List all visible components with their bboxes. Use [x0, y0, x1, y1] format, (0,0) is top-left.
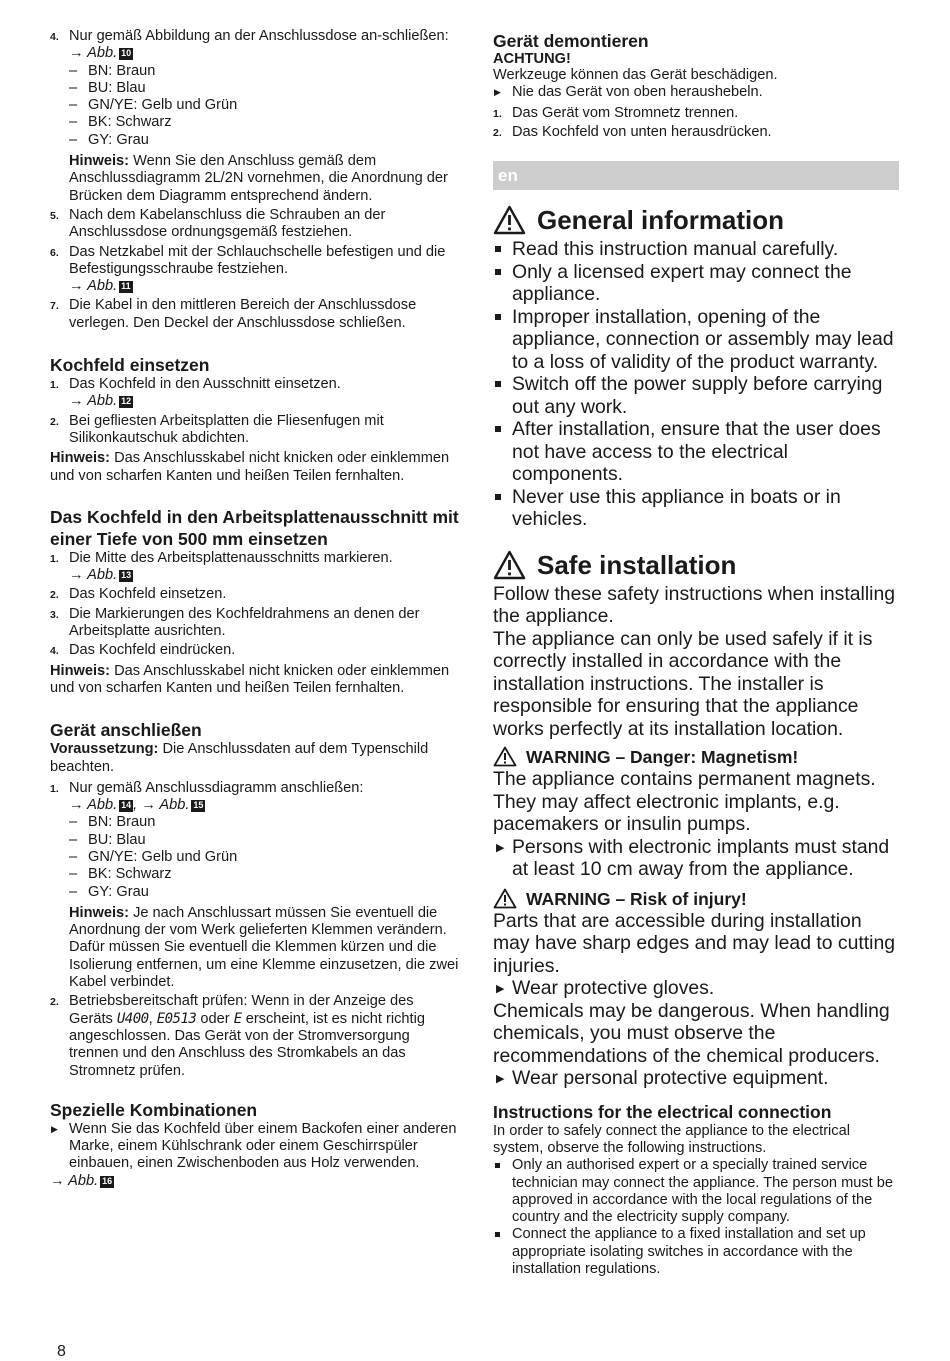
wire-item: – GY: Grau — [69, 131, 149, 148]
heading-general-information: General information — [493, 204, 899, 236]
step-7: 7. Die Kabel in den mittleren Bereich der Anschlussdose verlegen. Den Deckel der Anschlussdose schließen. — [50, 297, 417, 331]
language-bar — [493, 161, 899, 190]
step-3: 3. Die Markierungen des Kochfeldrahmens an denen der Arbeitsplatte ausrichten. — [50, 605, 420, 640]
left-column — [50, 0, 460, 1190]
electrical-intro: In order to safely connect the appliance to the electrical system, observe the following instructions. — [493, 1122, 850, 1156]
step-2: 2. Das Kochfeld einsetzen. — [50, 586, 227, 603]
safe-paragraph-2: The appliance can only be used safely if it is correctly installed in accordance with the installation instructions. The installer is responsible for ensuring that the appliance works perfectly at its installation location. — [493, 627, 873, 740]
action-item: ▶ Wear personal protective equipment. — [496, 1067, 829, 1090]
figure-ref: → Abb. 13 — [69, 567, 132, 584]
warning-triangle-icon — [493, 205, 526, 242]
section-title-kombi: Spezielle Kombinationen — [50, 1099, 258, 1120]
list-item: After installation, ensure that the user does not have access to the electrical components. — [493, 418, 899, 486]
figure-badge: 13 — [121, 570, 132, 581]
language-code: en — [498, 166, 518, 186]
hint: Hinweis: Das Anschlusskabel nicht knicken oder einklemmen und von scharfen Kanten und heißen Teilen fernhalten. — [50, 662, 450, 696]
wire-item: – BK: Schwarz — [69, 866, 172, 883]
figure-badge: 10 — [121, 48, 132, 59]
step-6: 6. Das Netzkabel mit der Schlauchschelle befestigen und die Befestigungsschraube festziehen. → Abb. 11 — [50, 244, 460, 296]
heading-safe-installation: Safe installation — [493, 549, 899, 581]
list-item: Only a licensed expert may connect the appliance. — [493, 261, 899, 306]
warning-magnetism-title: WARNING – Danger: Magnetism! — [493, 746, 899, 768]
list-item: Connect the appliance to a fixed installation and set up appropriate isolating switches in accordance with the installation regulations. — [493, 1226, 899, 1278]
wire-item: – BN: Braun — [69, 814, 156, 831]
step-1: 1. Das Gerät vom Stromnetz trennen. — [493, 104, 739, 121]
list-item: Switch off the power supply before carrying out any work. — [493, 373, 899, 418]
right-column — [493, 0, 899, 1278]
display-code: E0513 — [156, 1010, 197, 1027]
list-item: Never use this appliance in boats or in vehicles. — [493, 486, 899, 531]
action-item: ▶ Persons with electronic implants must stand at least 10 cm away from the appliance. — [496, 835, 890, 881]
prerequisite: Voraussetzung: Die Anschlussdaten auf dem Typenschild beachten. — [50, 741, 429, 775]
hint: Hinweis: Je nach Anschlussart müssen Sie eventuell die Anordnung der vom Werk gelieferten Klemmen verändern. Dafür müssen Sie eventuell die Klemmen kürzen und die Isolierung entfernen, um eine Klemme einzusetzen, die zwei Kabel verbindet. — [69, 904, 459, 991]
display-code: E — [233, 1010, 242, 1027]
hint: Hinweis: Wenn Sie den Anschluss gemäß dem Anschlussdiagramm 2L/2N vornehmen, die Anordnung der Brücken dem Diagramm entsprechend ändern. — [69, 153, 448, 204]
caution-text: Werkzeuge können das Gerät beschädigen. — [493, 67, 778, 83]
figure-badge: 15 — [193, 800, 204, 811]
figure-badge: 16 — [102, 1175, 113, 1186]
step-1: 1. Nur gemäß Anschlussdiagramm anschließen: → Abb. 14 , → Abb. 15 – BN: Braun – BU: Blau – GN/YE: Gelb und Grün – BK: Schwarz – GY: Grau Hinweis: Je nach Anschlussart müssen Sie eventuell die Anordnung der vom Werk gelieferten Klemmen verändern. Dafür müssen Sie eventuell die Klemmen kürzen und die Isolierung entfernen, um eine Klemme einzusetzen, die zwei Kabel verbindet. — [50, 779, 459, 991]
wire-item: – GY: Grau — [69, 883, 149, 900]
wire-item: – BU: Blau — [69, 79, 146, 96]
wire-item: – GN/YE: Gelb und Grün — [69, 97, 238, 114]
step-4-text: Nur gemäß Abbildung an der Anschlussdose an-schließen: — [69, 28, 449, 44]
warning-triangle-icon — [493, 746, 517, 772]
wire-item: – GN/YE: Gelb und Grün — [69, 848, 238, 865]
page-number: 8 — [57, 1343, 66, 1360]
section-title-anschliessen: Gerät anschließen — [50, 720, 202, 741]
section-title-tiefe: Das Kochfeld in den Arbeitsplattenausschnitt mit einer Tiefe von 500 mm einsetzen — [50, 506, 459, 549]
warning-triangle-icon — [493, 888, 517, 914]
action-item: ▶ Wenn Sie das Kochfeld über einem Backofen einer anderen Marke, einem Kühlschrank oder einem Geschirrspüler einbauen, einen Zwischenboden aus Holz verwenden. — [51, 1120, 457, 1172]
display-code: U400 — [116, 1010, 149, 1027]
section-title-electrical: Instructions for the electrical connection — [493, 1101, 832, 1122]
step-2: 2. Bei gefliesten Arbeitsplatten die Fliesenfugen mit Silikonkautschuk abdichten. — [50, 412, 384, 446]
step-1: 1. Die Mitte des Arbeitsplattenausschnitts markieren. → Abb. 13 — [50, 550, 460, 585]
list-item: Improper installation, opening of the appliance, connection or assembly may lead to a loss of validity of the product warranty. — [493, 306, 899, 374]
general-list — [493, 238, 899, 531]
chemicals-text: Chemicals may be dangerous. When handling chemicals, you must observe the recommendations of the chemical producers. — [493, 999, 890, 1067]
warning-triangle-icon — [493, 550, 526, 587]
figure-ref: → Abb. 16 — [50, 1172, 113, 1189]
step-2: 2. Das Kochfeld von unten herausdrücken. — [493, 123, 772, 140]
step-1: 1. Das Kochfeld in den Ausschnitt einsetzen. → Abb. 12 — [50, 376, 460, 411]
warning-injury-title: WARNING – Risk of injury! — [493, 888, 899, 910]
step-2: 2. Betriebsbereitschaft prüfen: Wenn in der Anzeige des Geräts U400, E0513 oder E erscheint, ist es nicht richtig angeschlossen. Das Gerät von der Stromversorgung trennen und den Anschluss des Stromkabels an das Stromnetz prüfen. — [50, 993, 425, 1079]
step-5: 5. Nach dem Kabelanschluss die Schrauben an der Anschlussdose ordnungsgemäß festziehen. — [50, 206, 386, 241]
warning-magnetism-text: The appliance contains permanent magnets. They may affect electronic implants, e.g. pacemakers or insulin pumps. — [493, 768, 876, 836]
figure-ref: → Abb. 10 — [69, 45, 132, 62]
warning-injury-text: Parts that are accessible during installation may have sharp edges and may lead to cutting injuries. — [493, 909, 896, 977]
list-item: Only an authorised expert or a specially trained service technician may connect the appliance. The person must be approved in accordance with the local regulations of the country and the electricity supply company. — [493, 1157, 899, 1226]
figure-badge: 12 — [121, 396, 132, 407]
action-item: ▶ Nie das Gerät von oben heraushebeln. — [494, 84, 763, 101]
section-title-kochfeld: Kochfeld einsetzen — [50, 355, 210, 376]
list-item: Read this instruction manual carefully. — [493, 238, 899, 261]
hint: Hinweis: Das Anschlusskabel nicht knicken oder einklemmen und von scharfen Kanten und heißen Teilen fernhalten. — [50, 450, 450, 484]
figure-ref: → Abb. 11 — [69, 278, 131, 295]
action-item: ▶ Wear protective gloves. — [496, 977, 715, 1000]
figure-badge: 11 — [121, 281, 131, 292]
figure-ref: → Abb. 14 , → Abb. 15 — [69, 797, 204, 814]
step-4: 4. Das Kochfeld eindrücken. — [50, 642, 236, 659]
step-4: 4. Nur gemäß Abbildung an der Anschlussdose an-schließen: → Abb. 10 – BN: Braun – BU: Blau – GN/YE: Gelb und Grün – BK: Schwarz – GY: Grau Hinweis: Wenn Sie den Anschluss gemäß dem Anschlussdiagramm 2L/2N vornehmen, die Anordnung der Brücken dem Diagramm entsprechend ändern. — [50, 28, 460, 205]
wire-item: – BN: Braun — [69, 62, 156, 79]
figure-ref: → Abb. 12 — [69, 393, 132, 410]
caution-label: ACHTUNG! — [493, 51, 571, 67]
section-title-demontieren: Gerät demontieren — [493, 31, 649, 51]
wire-item: – BU: Blau — [69, 831, 146, 848]
safe-paragraph-1: Follow these safety instructions when installing the appliance. — [493, 582, 896, 628]
figure-badge: 14 — [121, 800, 132, 811]
wire-item: – BK: Schwarz — [69, 114, 172, 131]
